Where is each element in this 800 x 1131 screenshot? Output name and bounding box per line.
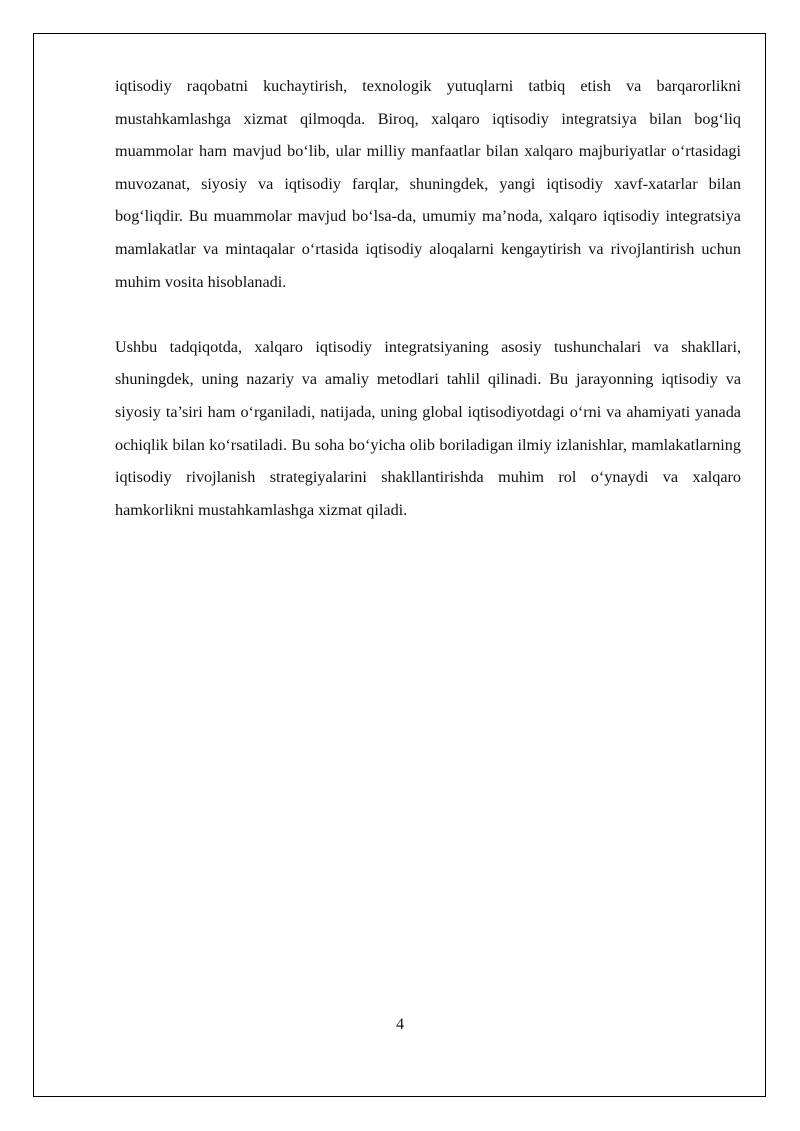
paragraph-1: iqtisodiy raqobatni kuchaytirish, texnologik yutuqlarni tatbiq etish va barqarorlikni mustahkamlashga xizmat qilmoqda. Biroq, xalqaro iqtisodiy integratsiya bilan bog‘liq muammolar ham mavjud bo‘lib, ular milliy manfaatlar bilan xalqaro majburiyatlar o‘rtasidagi muvozanat, siyosiy va iqtisodiy farqlar, shuningdek, yangi iqtisodiy xavf-xatarlar bilan bog‘liqdir. Bu muammolar mavjud bo‘lsa-da, umumiy ma’noda, xalqaro iqtisodiy integratsiya mamlakatlar va mintaqalar o‘rtasida iqtisodiy aloqalarni kengaytirish va rivojlantirish uchun muhim vosita hisoblanadi. — [115, 77, 741, 291]
document-body — [115, 70, 741, 526]
paragraph-2: Ushbu tadqiqotda, xalqaro iqtisodiy integratsiyaning asosiy tushunchalari va shakllari, shuningdek, uning nazariy va amaliy metodlari tahlil qilinadi. Bu jarayonning iqtisodiy va siyosiy ta’siri ham o‘rganiladi, natijada, uning global iqtisodiyotdagi o‘rni va ahamiyati yanada ochiqlik bilan ko‘rsatiladi. Bu soha bo‘yicha olib boriladigan ilmiy izlanishlar, mamlakatlarning iqtisodiy rivojlanish strategiyalarini shakllantirishda muhim rol o‘ynaydi va xalqaro hamkorlikni mustahkamlashga xizmat qiladi. — [115, 337, 741, 519]
page-number: 4 — [395, 1015, 405, 1033]
